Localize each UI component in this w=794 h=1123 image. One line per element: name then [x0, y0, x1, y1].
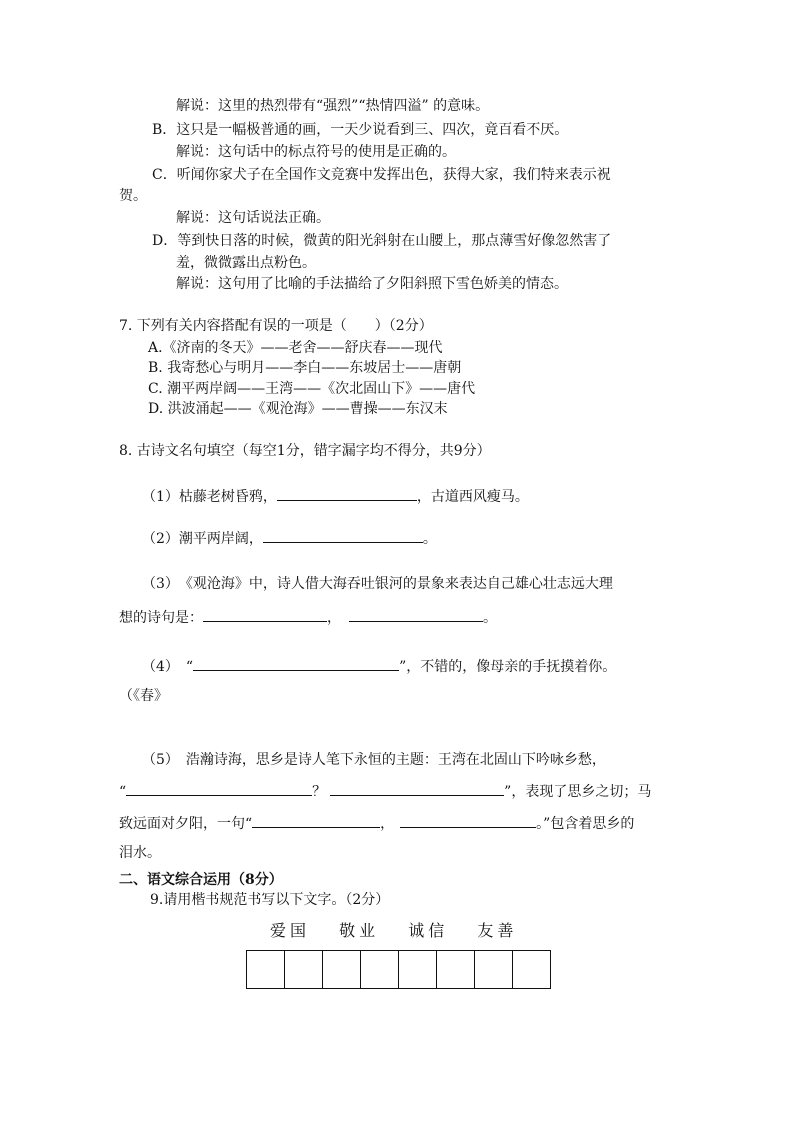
- q7-option-b: B. 我寄愁心与明月——李白——东坡居士——唐朝: [148, 360, 462, 376]
- q7-option-d: D. 洪波涌起——《观沧海》——曹操——东汉末: [148, 401, 448, 417]
- q6-option-d-line2: 羞，微微露出点粉色。: [176, 255, 316, 271]
- q8-item-5-text-e: 致远面对夕阳，一句“: [119, 816, 253, 832]
- writing-cell[interactable]: [247, 951, 285, 988]
- word-1: 爱国: [270, 921, 311, 940]
- q8-item-2-text-a: （2）潮平两岸阔，: [142, 531, 263, 547]
- q6-a-note: 解说：这里的热烈带有“强烈”“热情四溢” 的意味。: [176, 98, 490, 114]
- q8-item-5-text-d: ”，表现了思乡之切；马: [504, 784, 652, 800]
- q6-option-c-line1: C．听闻你家犬子在全国作文竞赛中发挥出色，获得大家，我们特来表示祝: [152, 167, 611, 183]
- q8-item-5-text-f: ，: [380, 816, 395, 832]
- q8-item-1: [142, 484, 529, 507]
- calligraphy-words: [270, 918, 537, 941]
- q7-option-a: A.《济南的冬天》——老舍——舒庆春——现代: [148, 340, 443, 356]
- q8-item-4-line2: （《春》: [119, 688, 168, 704]
- q8-item-3-text-d: 。: [483, 610, 497, 626]
- q8-item-5-line3: [119, 811, 634, 834]
- q8-item-5-blank-1[interactable]: [126, 779, 312, 796]
- q8-item-4-blank[interactable]: [193, 654, 399, 671]
- q8-item-1-text-a: （1）枯藤老树昏鸦，: [142, 489, 277, 505]
- q8-item-5-text-g: 。”包含着思乡的: [536, 816, 635, 832]
- q8-stem: 8. 古诗文名句填空（每空1分，错字漏字均不得分，共9分）: [119, 443, 491, 459]
- word-3: 诚信: [408, 921, 449, 940]
- q6-d-note: 解说：这句用了比喻的手法描给了夕阳斜照下雪色娇美的情态。: [176, 276, 568, 292]
- q8-item-3-line2: [119, 605, 497, 628]
- q8-item-2: [142, 526, 437, 549]
- q8-item-3-blank-1[interactable]: [203, 605, 327, 622]
- writing-cell[interactable]: [437, 951, 475, 988]
- q8-item-4-text-b: ”，不错的，像母亲的手抚摸着你。: [399, 659, 617, 675]
- q8-item-3-blank-2[interactable]: [349, 605, 483, 622]
- writing-cell[interactable]: [513, 951, 550, 988]
- section-2-heading: 二、语文综合运用（8分）: [119, 872, 283, 888]
- q7-option-c: C. 潮平两岸阔——王湾——《次北固山下》——唐代: [148, 381, 476, 397]
- writing-grid: [246, 950, 551, 989]
- word-4: 友善: [477, 921, 518, 940]
- q8-item-5-blank-3[interactable]: [252, 811, 380, 828]
- q6-option-d-line1: D．等到快日落的时候，微黄的阳光斜射在山腰上，那点薄雪好像忽然害了: [152, 233, 612, 249]
- writing-cell[interactable]: [399, 951, 437, 988]
- q6-option-c-line2: 贺。: [119, 188, 147, 204]
- q8-item-5-text-c: ？: [312, 784, 327, 800]
- q8-item-5-line2: [119, 779, 651, 802]
- q8-item-4-text-a: （4） “: [142, 659, 194, 675]
- q8-item-5-line1: （5） 浩瀚诗海，思乡是诗人笔下永恒的主题：王湾在北固山下吟咏乡愁，: [142, 752, 606, 768]
- q8-item-4-line1: [142, 654, 616, 677]
- word-2: 敬业: [339, 921, 380, 940]
- q8-item-1-blank[interactable]: [277, 484, 417, 501]
- writing-cell[interactable]: [361, 951, 399, 988]
- q8-item-3-line1: （3） 《观沧海》中，诗人借大海吞吐银河的景象来表达自己雄心壮志远大理: [142, 576, 613, 592]
- q7-stem: 7. 下列有关内容搭配有误的一项是（ ）（2分）: [119, 318, 433, 334]
- q8-item-5-line4: 泪水。: [119, 845, 161, 861]
- writing-cell[interactable]: [285, 951, 323, 988]
- q8-item-5-blank-4[interactable]: [400, 811, 536, 828]
- q8-item-1-text-b: ，古道西风瘦马。: [416, 489, 529, 505]
- q6-option-b: B．这只是一幅极普通的画，一天少说看到三、四次，竟百看不厌。: [152, 122, 569, 138]
- writing-cell[interactable]: [323, 951, 361, 988]
- q9-stem: 9.请用楷书规范书写以下文字。（2分）: [150, 892, 390, 908]
- q6-b-note: 解说：这句话中的标点符号的使用是正确的。: [176, 144, 456, 160]
- q8-item-2-text-b: 。: [422, 531, 437, 547]
- q8-item-3-text-c: ，: [327, 610, 341, 626]
- q8-item-5-blank-2[interactable]: [330, 779, 504, 796]
- q8-item-5-text-b: “: [119, 784, 127, 800]
- q6-c-note: 解说：这句话说法正确。: [176, 210, 330, 226]
- writing-cell[interactable]: [475, 951, 513, 988]
- q8-item-2-blank[interactable]: [263, 526, 423, 543]
- q8-item-3-text-b: 想的诗句是：: [119, 610, 203, 626]
